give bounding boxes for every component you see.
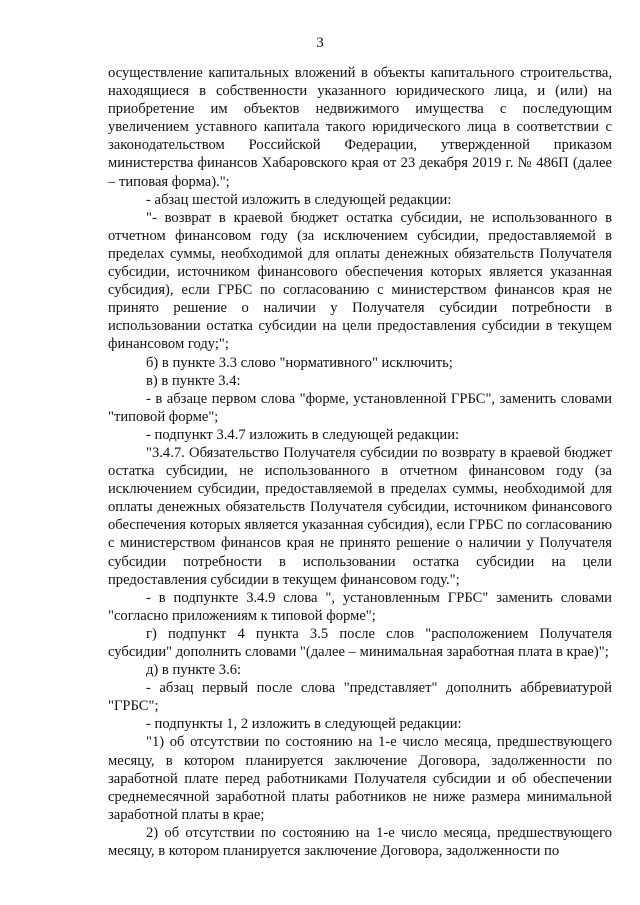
page-number: 3	[316, 35, 324, 51]
paragraph: - в подпункте 3.4.9 слова ", установленным ГРБС" заменить словами "согласно приложениям к типовой форме";	[108, 589, 612, 624]
paragraph: б) в пункте 3.3 слово "нормативного" исключить;	[146, 354, 453, 371]
document-body	[108, 64, 612, 860]
paragraph: "3.4.7. Обязательство Получателя субсидии по возврату в краевой бюджет остатка субсидии, не использованного в отчетном финансовом году (за исключением субсидии, предоставляемой в пределах суммы, необходимой для оплаты денежных обязательств Получателя субсидии, источником финансового обеспечения которых является указанная субсидия), если ГРБС по согласованию с министерством финансов края не принято решение о наличии у Получателя субсидии потребности в использовании остатка субсидии на цели предоставления субсидии в текущем финансовом году.";	[108, 444, 612, 588]
paragraph: г) подпункт 4 пункта 3.5 после слов "расположением Получателя субсидии" дополнить словами "(далее – минимальная заработная плата в крае)";	[108, 625, 612, 660]
paragraph: - в абзаце первом слова "форме, установленной ГРБС", заменить словами "типовой форме";	[108, 390, 612, 425]
paragraph: - подпункт 3.4.7 изложить в следующей редакции:	[146, 426, 460, 443]
paragraph: д) в пункте 3.6:	[146, 662, 242, 679]
paragraph: - абзац шестой изложить в следующей редакции:	[146, 191, 452, 208]
paragraph: - подпункты 1, 2 изложить в следующей редакции:	[146, 716, 462, 733]
paragraph: 2) об отсутствии по состоянию на 1-е число месяца, предшествующего месяцу, в котором планируется заключение Договора, задолженности по	[108, 824, 612, 860]
paragraph: "1) об отсутствии по состоянию на 1-е число месяца, предшествующего месяцу, в котором планируется заключение Договора, задолженности по заработной плате перед работниками Получателя субсидии и об обеспечении среднемесячной заработной платы работников не ниже размера минимальной заработной платы в крае;	[108, 734, 612, 823]
paragraph: - абзац первый после слова "представляет" дополнить аббревиатурой "ГРБС";	[108, 680, 612, 715]
paragraph: "- возврат в краевой бюджет остатка субсидии, не использованного в отчетном финансовом году (за исключением субсидии, предоставляемой в пределах суммы, необходимой для оплаты денежных обязательств Получателя субсидии, источником финансового обеспечения которых является указанная субсидия), если ГРБС по согласованию с министерством финансов края не принято решение о наличии у Получателя субсидии потребности в использовании остатка субсидии на цели предоставления субсидии в текущем финансовом году;";	[108, 209, 612, 353]
paragraph: в) в пункте 3.4:	[146, 372, 241, 389]
paragraph: осуществление капитальных вложений в объекты капитального строительства, находящиеся в собственности указанного юридического лица, и (или) на приобретение им объектов недвижимого имущества с последующим увеличением уставного капитала такого юридического лица в соответствии с законодательством Российской Федерации, утвержденной приказом министерства финансов Хабаровского края от 23 декабря 2019 г. № 486П (далее – типовая форма).";	[108, 65, 612, 190]
